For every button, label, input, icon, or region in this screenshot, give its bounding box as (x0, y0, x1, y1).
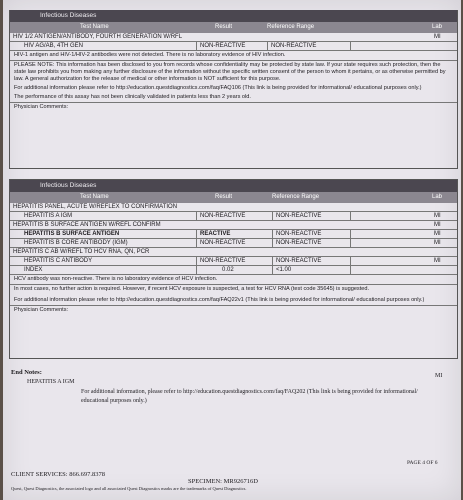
test-name: HEPATITIS C ANTIBODY (24, 258, 93, 264)
lab-code: MI (434, 34, 441, 40)
test-name: HEPATITIS B CORE ANTIBODY (IGM) (24, 240, 128, 246)
test-name: HEPATITIS A IGM (24, 213, 73, 219)
result-value: 0.02 (222, 267, 234, 273)
table-row (10, 203, 457, 212)
additional-info: For additional information please refer to http://education.questdiagnostics.com/faq/FAQ106 (This link is being provided for informational/ educational purposes only.) (14, 85, 422, 91)
table-row (10, 212, 457, 221)
col-lab: Lab (432, 24, 443, 30)
result-interpretation: HIV-1 antigen and HIV-1/HIV-2 antibodies were not detected. There is no laboratory evidence of HIV infection. (10, 51, 457, 61)
physician-comments-label: Physician Comments: (14, 307, 69, 313)
table-row (10, 42, 457, 51)
physician-comments-label: Physician Comments: (14, 104, 69, 110)
table-row (10, 33, 457, 42)
col-result: Result (215, 24, 233, 30)
table-row (10, 221, 457, 230)
client-services: CLIENT SERVICES: 866.697.8378 (11, 471, 105, 478)
col-reference-range: Reference Range (272, 194, 320, 200)
lab-code: MI (434, 222, 441, 228)
table-row (10, 239, 457, 248)
col-lab: Lab (432, 194, 443, 200)
additional-info: For additional information please refer to http://education.questdiagnostics.com/faq/FAQ22v1 (This link is being provided for informational/ educational purposes only.) (10, 294, 457, 306)
section-header: Infectious Diseases (10, 10, 457, 22)
table-row (10, 248, 457, 257)
confidentiality-notice: PLEASE NOTE: This information has been disclosed to you from records whose confidentiality may be protected by state law. If your state requires such protection, then the state law prohibits you from making any further disclosure of the information without the specific written consent of the person to whom it pertains, or as otherwise permitted by law. A general authorization for the release of medical or other information is NOT sufficient for this purpose. (14, 62, 446, 82)
reference-range: NON-REACTIVE (276, 240, 322, 246)
legal-notice: Quest, Quest Diagnostics, the associated logo and all associated Quest Diagnostics marks are the trademarks of Quest Diagnostics. (11, 486, 247, 491)
col-test-name: Test Name (80, 24, 109, 30)
test-name: HEPATITIS C AB W/REFL TO HCV RNA, QN, PCR (13, 249, 150, 255)
col-reference-range: Reference Range (267, 24, 315, 30)
test-name: HEPATITIS PANEL, ACUTE W/REFLEX TO CONFIRMATION (13, 204, 178, 210)
lab-code: MI (434, 258, 441, 264)
page-number: PAGE 4 OF 6 (407, 460, 438, 466)
table-row (10, 266, 457, 275)
end-note-item: HEPATITIS A IGM (27, 379, 75, 385)
reference-range: NON-REACTIVE (271, 43, 317, 49)
hcv-recommendation: In most cases, no further action is required. However, if recent HCV exposure is suspected, a test for HCV RNA (test code 35645) is suggested. (14, 286, 370, 292)
lab-code: MI (434, 213, 441, 219)
result-value: NON-REACTIVE (200, 258, 246, 264)
column-header-row (10, 22, 457, 33)
end-note-text: For additional information, please refer to http://education.questdiagnostics.com/faq/FAQ202 (This link is being provided for informational/ educational purposes only.) (81, 389, 418, 404)
hiv-section (9, 10, 458, 169)
lab-code: MI (434, 231, 441, 237)
table-row (10, 230, 457, 239)
test-name: HEPATITIS B SURFACE ANTIGEN W/REFL CONFIRM (13, 222, 161, 228)
lab-code: MI (434, 240, 441, 246)
reference-range: <1.00 (276, 267, 292, 273)
col-result: Result (215, 194, 233, 200)
end-notes-title: End Notes: (11, 369, 42, 376)
hcv-interpretation: HCV antibody was non-reactive. There is no laboratory evidence of HCV infection. (10, 275, 457, 285)
specimen-id: SPECIMEN: MR926716D (188, 478, 258, 485)
test-name: HEPATITIS B SURFACE ANTIGEN (24, 231, 120, 237)
result-value: REACTIVE (200, 231, 231, 237)
hepatitis-section (9, 179, 458, 359)
performance-note: The performance of this assay has not been clinically validated in patients less than 2 years old. (10, 93, 457, 103)
section-header: Infectious Diseases (10, 180, 457, 192)
end-note-lab: MI (435, 373, 443, 379)
reference-range: NON-REACTIVE (276, 258, 322, 264)
table-row (10, 257, 457, 266)
reference-range: NON-REACTIVE (276, 231, 322, 237)
reference-range: NON-REACTIVE (276, 213, 322, 219)
col-test-name: Test Name (80, 194, 109, 200)
test-name: INDEX (24, 267, 43, 273)
result-value: NON-REACTIVE (200, 240, 246, 246)
column-header-row (10, 192, 457, 203)
test-name: HIV 1/2 ANTIGEN/ANTIBODY, FOURTH GENERATION W/RFL (13, 34, 183, 40)
result-value: NON-REACTIVE (200, 43, 246, 49)
result-value: NON-REACTIVE (200, 213, 246, 219)
test-name: HIV AG/AB, 4TH GEN (24, 43, 84, 49)
report-page (3, 0, 461, 500)
